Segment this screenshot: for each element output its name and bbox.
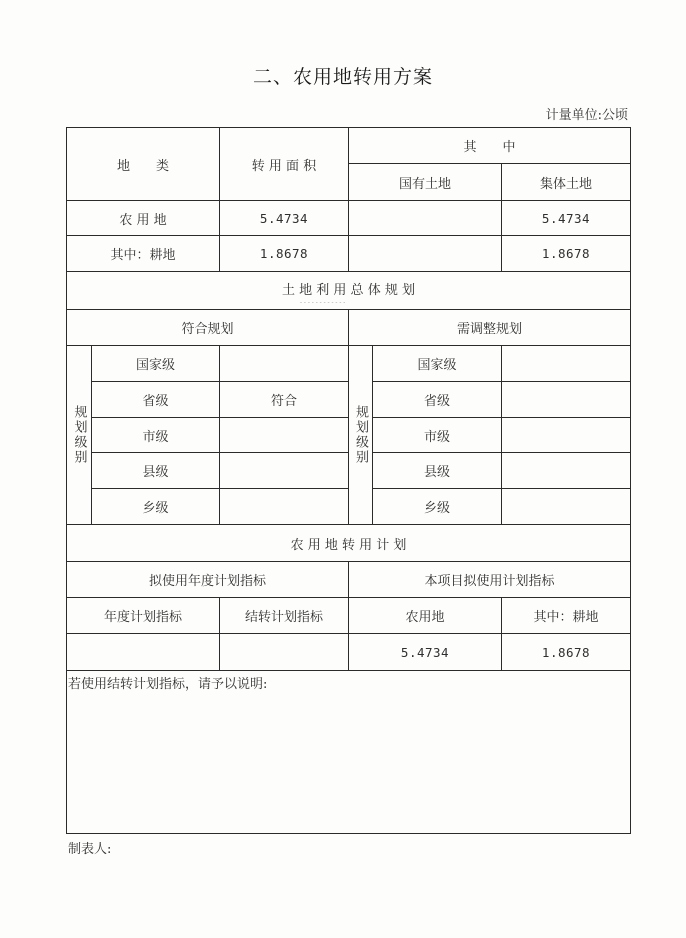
conversion-plan-title: 农 用 地 转 用 计 划 (290, 537, 407, 553)
cultivated-area: 1.8678 (259, 246, 309, 261)
farmland-area: 5.4734 (259, 210, 309, 226)
conform-value-province: 符合 (270, 394, 297, 409)
level-city-right: 市级 (423, 429, 450, 445)
project-cultivated-value: 1.8678 (541, 644, 591, 660)
level-township-right: 乡级 (423, 501, 450, 516)
level-province-right: 省级 (423, 394, 450, 409)
carryover-note: 若使用结转计划指标，请予以说明: (68, 677, 268, 692)
carryover-index-header: 结转计划指标 (244, 610, 323, 625)
faint-mark: - - - - - - - - - - - - (300, 299, 346, 306)
cultivated-state (349, 236, 501, 271)
state-land-header: 国有土地 (398, 176, 451, 192)
converted-area-header: 转 用 面 积 (251, 158, 317, 174)
page-title: 二、农用地转用方案 (252, 66, 433, 88)
farmland-label: 农 用 地 (119, 212, 167, 228)
plan-level-label-left: 规划级别 (71, 405, 87, 465)
table-rule (66, 833, 631, 834)
cultivated-label: 其中：耕地 (110, 248, 176, 263)
collective-land-header: 集体土地 (539, 176, 592, 192)
master-plan-title: 土 地 利 用 总 体 规 划 (282, 283, 415, 298)
level-county-left: 县级 (142, 465, 169, 480)
level-province-left: 省级 (142, 394, 169, 409)
plan-level-label-right: 规划级别 (353, 405, 368, 465)
annual-index-header: 年度计划指标 (103, 610, 182, 625)
table-rule (501, 345, 502, 525)
table-rule (630, 127, 631, 834)
land-type-header: 地 类 (116, 158, 169, 174)
conforms-header: 符合规划 (181, 322, 234, 337)
unit-label: 计量单位:公顷 (545, 108, 628, 123)
farmland-state (349, 201, 501, 235)
planned-annual-header: 拟使用年度计划指标 (148, 574, 266, 589)
level-national-right: 国家级 (417, 358, 457, 373)
project-cultivated-header: 其中：耕地 (533, 610, 599, 625)
project-planned-header: 本项目拟使用计划指标 (424, 574, 555, 589)
preparer-label: 制表人: (68, 842, 112, 857)
farmland-collective: 5.4734 (541, 210, 591, 226)
needs-adjust-header: 需调整规划 (456, 322, 522, 337)
cultivated-collective: 1.8678 (541, 246, 591, 261)
level-county-right: 县级 (423, 465, 450, 480)
project-farmland-header: 农用地 (405, 610, 445, 625)
level-national-left: 国家级 (135, 358, 175, 373)
table-rule (219, 345, 220, 525)
level-township-left: 乡级 (142, 501, 169, 516)
level-city-left: 市级 (142, 429, 169, 445)
project-farmland-value: 5.4734 (400, 644, 450, 660)
of-which-header: 其 中 (463, 140, 516, 155)
